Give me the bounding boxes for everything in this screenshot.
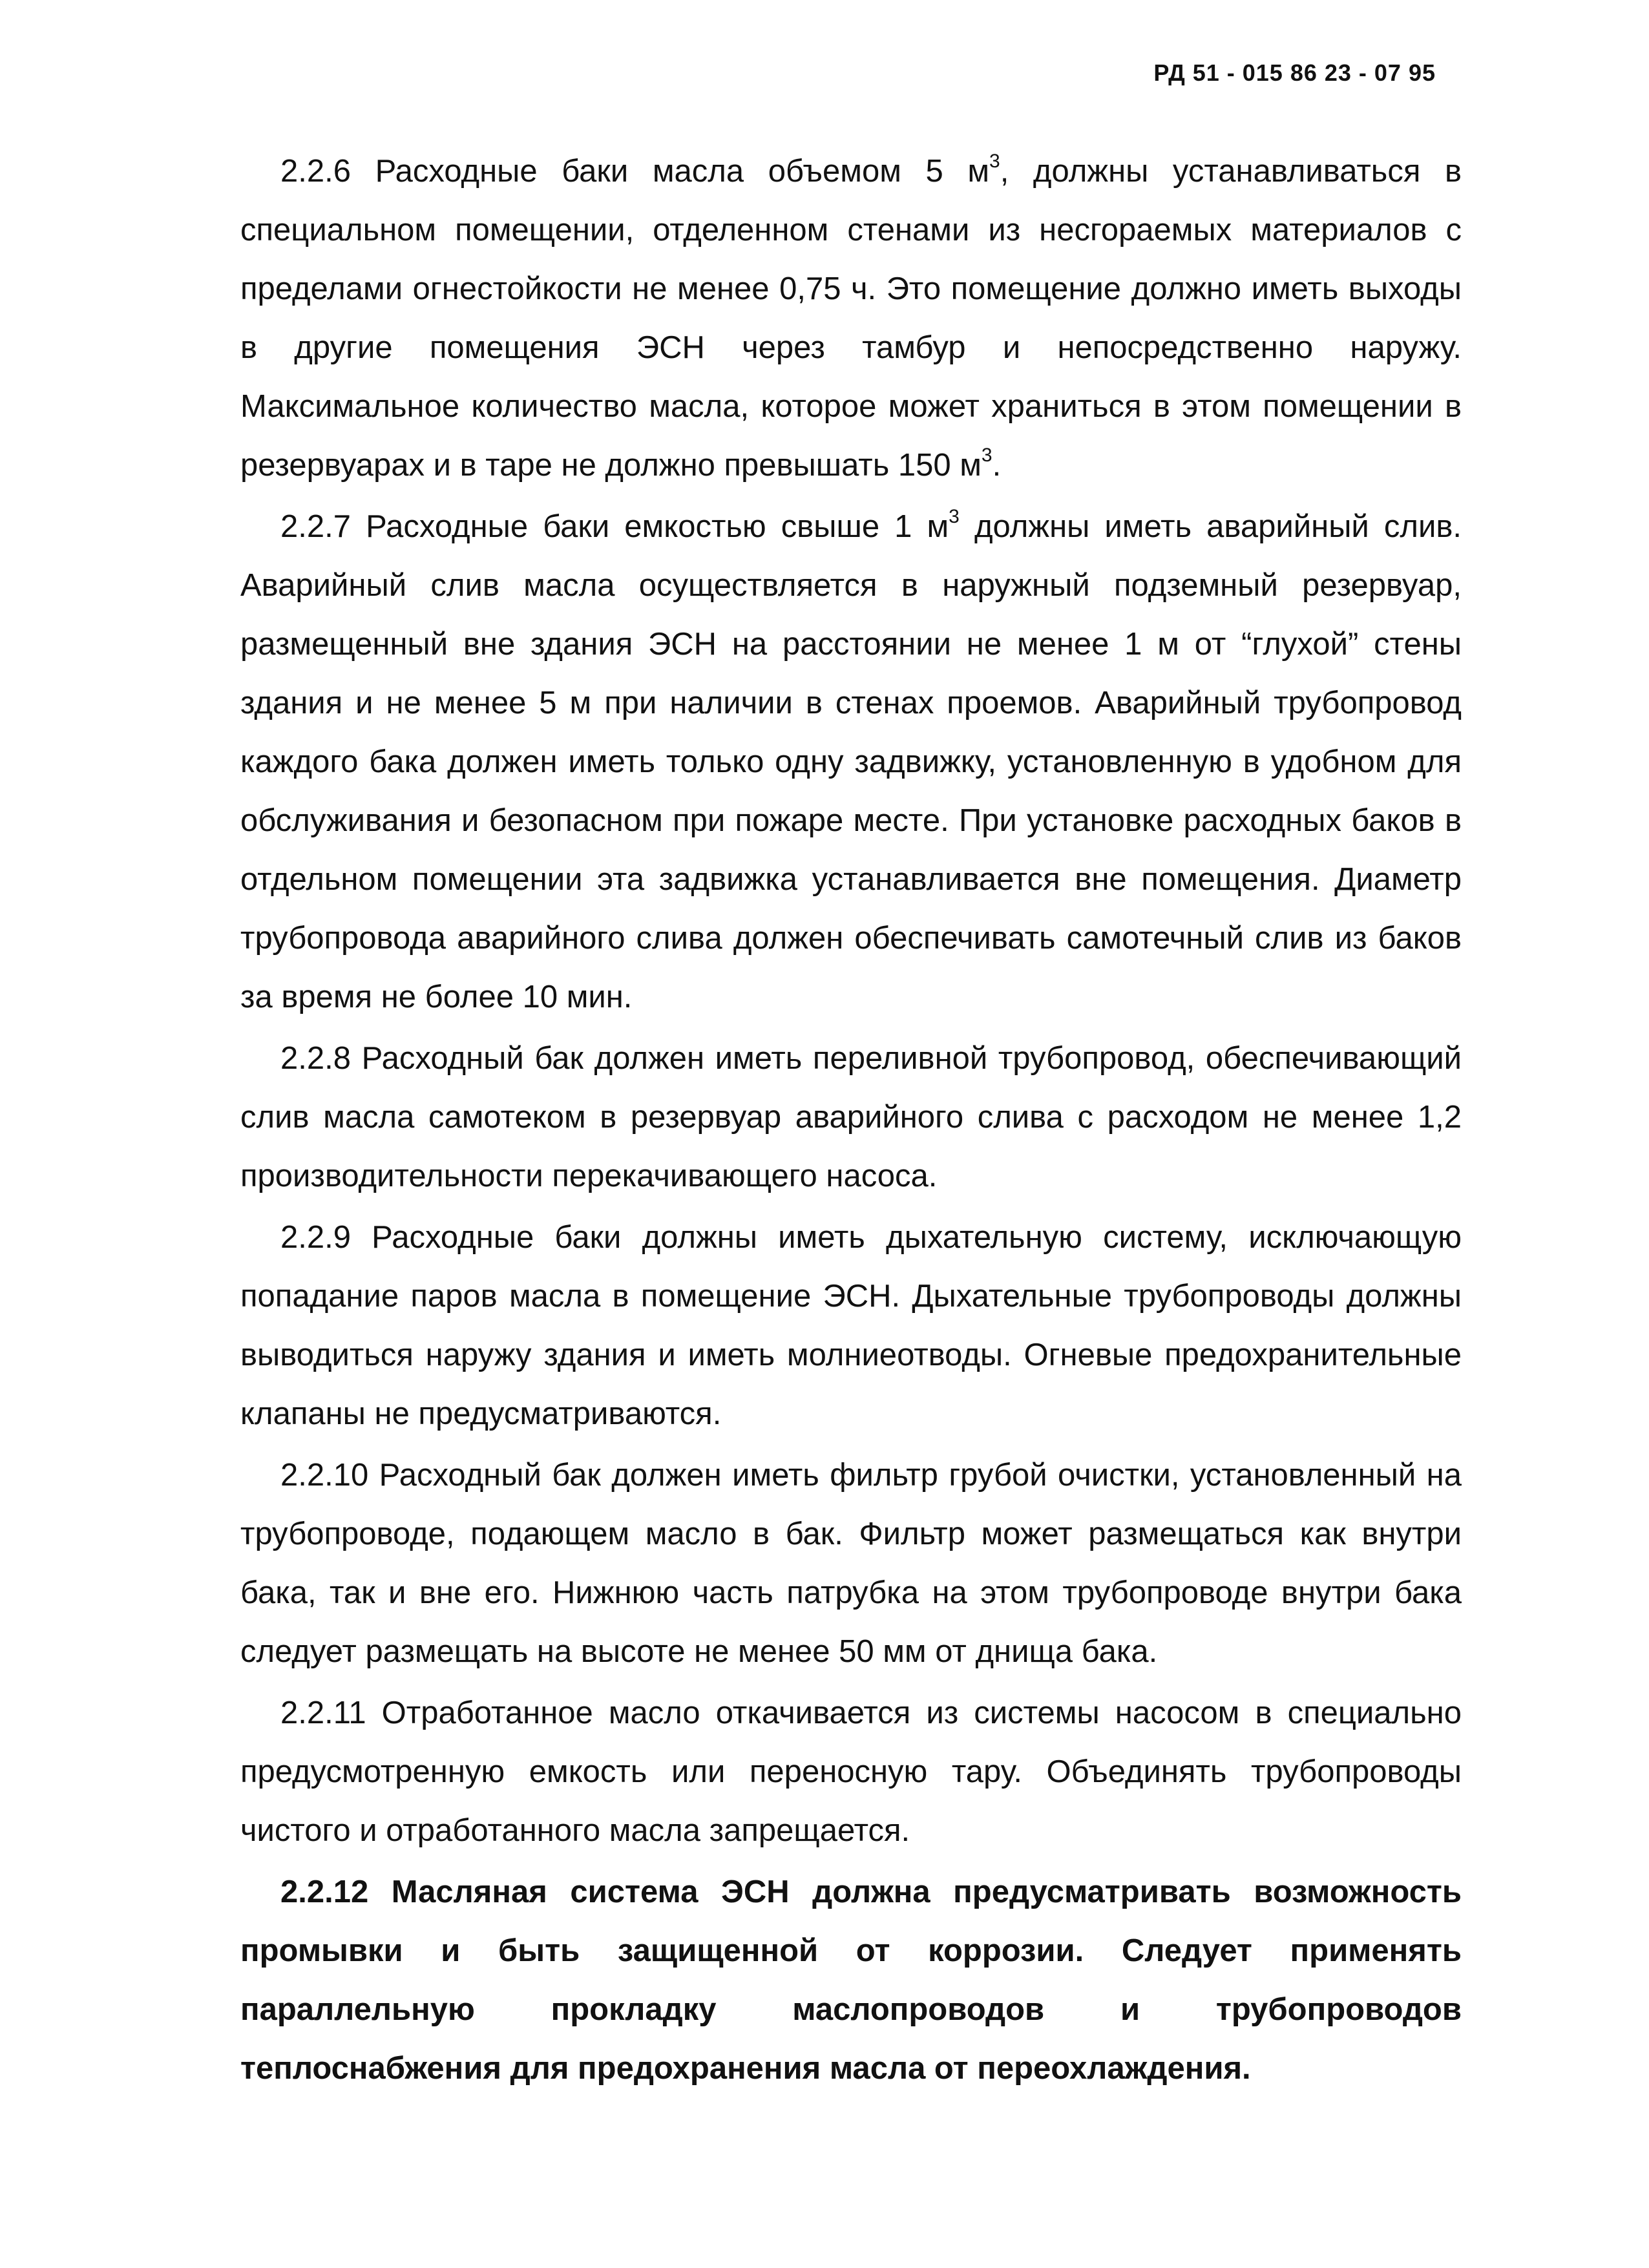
paragraph-2-2-7-part-1: 2.2.7 Расходные баки емкостью свыше 1 xyxy=(280,509,927,544)
paragraph-2-2-6 xyxy=(240,142,1462,495)
paragraph-2-2-9: 2.2.9 Расходные баки должны иметь дыхательную систему, исключающую попадание паров масла в помещение ЭСН. Дыхательные трубопроводы должны выводиться наружу здания и иметь молниеотводы. Огневые предохранительные клапаны не предусматриваются. xyxy=(240,1220,1462,1431)
unit-superscript-3: 3 xyxy=(949,506,960,527)
paragraph-2-2-6-part-3: . xyxy=(992,448,1002,483)
paragraph-2-2-11: 2.2.11 Отработанное масло откачивается из системы насосом в специально предусмотренную емкость или переносную тару. Объединять трубопроводы чистого и отработанного масла запрещается. xyxy=(240,1696,1462,1848)
paragraph-2-2-12: 2.2.12 Масляная система ЭСН должна предусматривать возможность промывки и быть защищенной от коррозии. Следует применять параллельную прокладку маслопроводов и трубопроводов теплоснабжения для предохранения масла от переохлаждения. xyxy=(240,1874,1462,2086)
paragraph-2-2-8: 2.2.8 Расходный бак должен иметь переливной трубопровод, обеспечивающий слив масла самотеком в резервуар аварийного слива с расходом не менее 1,2 производительности перекачивающего насоса. xyxy=(240,1041,1462,1193)
document-code-header: РД 51 - 015 86 23 - 07 95 xyxy=(1153,59,1436,86)
unit-superscript-3: 3 xyxy=(989,151,1000,172)
unit-cubic-meter xyxy=(927,506,960,544)
document-body xyxy=(240,142,1462,2101)
unit-superscript-3: 3 xyxy=(981,445,993,466)
unit-cubic-meter xyxy=(960,445,993,483)
unit-cubic-meter xyxy=(967,151,1000,189)
unit-m: м xyxy=(960,448,982,483)
paragraph-2-2-6-part-2: , должны устанавливаться в специальном помещении, отделенном стенами из несгораемых материалов с пределами огнестойкости не менее 0,75 ч. Это помещение должно иметь выходы в другие помещения ЭСН через тамбур и непосредственно наружу. Максимальное количество масла, которое может храниться в этом помещении в резервуарах и в таре не должно превышать 150 xyxy=(240,154,1462,483)
unit-m: м xyxy=(967,154,990,189)
unit-m: м xyxy=(927,509,949,544)
paragraph-2-2-6-part-1: 2.2.6 Расходные баки масла объемом 5 xyxy=(280,154,968,189)
paragraph-2-2-10: 2.2.10 Расходный бак должен иметь фильтр грубой очистки, установленный на трубопроводе, подающем масло в бак. Фильтр может размещаться как внутри бака, так и вне его. Нижнюю часть патрубка на этом трубопроводе внутри бака следует размещать на высоте не менее 50 мм от днища бака. xyxy=(240,1458,1462,1669)
paragraph-2-2-7 xyxy=(240,498,1462,1027)
paragraph-2-2-7-part-2: должны иметь аварийный слив. Аварийный слив масла осуществляется в наружный подземный резервуар, размещенный вне здания ЭСН на расстоянии не менее 1 м от “глухой” стены здания и не менее 5 м при наличии в стенах проемов. Аварийный трубопровод каждого бака должен иметь только одну задвижку, установленную в удобном для обслуживания и безопасном при пожаре месте. При установке расходных баков в отдельном помещении эта задвижка устанавливается вне помещения. Диаметр трубопровода аварийного слива должен обеспечивать самотечный слив из баков за время не более 10 мин. xyxy=(240,509,1462,1014)
